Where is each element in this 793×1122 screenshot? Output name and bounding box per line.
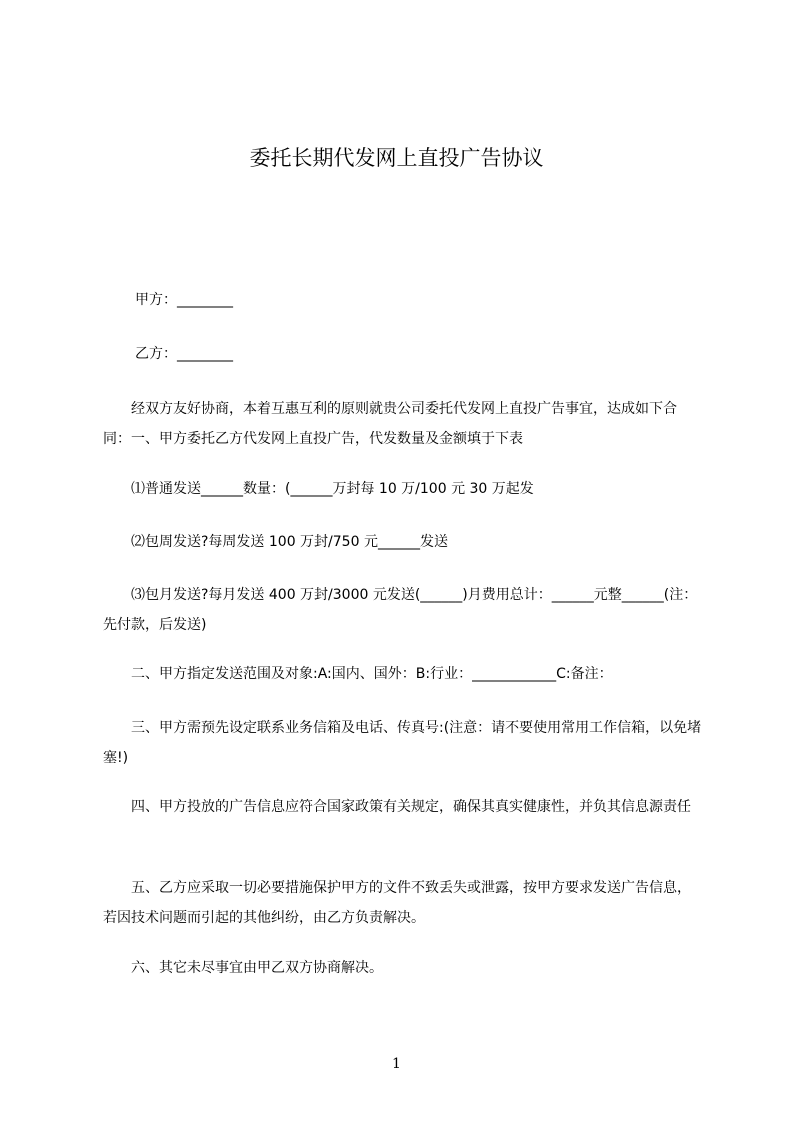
- party-a-line: 甲方：________: [135, 292, 233, 308]
- paragraph-item-1: ⑴普通发送______数量：(______万封每 10 万/100 元 30 万起发: [103, 481, 534, 497]
- paragraph-item-2: ⑵包周发送?每周发送 100 万封/750 元______发送: [103, 534, 448, 550]
- paragraph-intro: 经双方友好协商，本着互惠互利的原则就贵公司委托代发网上直投广告事宜，达成如下合同：一、甲方委托乙方代发网上直投广告，代发数量及金额填于下表: [103, 401, 677, 447]
- paragraph-section-3: 三、甲方需预先设定联系业务信箱及电话、传真号:(注意：请不要使用常用工作信箱，以免堵塞!): [103, 720, 702, 766]
- page-number: 1: [392, 1056, 401, 1072]
- paragraph-section-4: 四、甲方投放的广告信息应符合国家政策有关规定，确保其真实健康性，并负其信息源责任: [103, 799, 691, 815]
- paragraph-section-5: 五、乙方应采取一切必要措施保护甲方的文件不致丢失或泄露，按甲方要求发送广告信息，若因技术问题而引起的其他纠纷，由乙方负责解决。: [103, 880, 691, 926]
- party-b-line: 乙方：________: [135, 346, 233, 362]
- paragraph-item-3: ⑶包月发送?每月发送 400 万封/3000 元发送(______)月费用总计：______元整______(注：先付款，后发送): [103, 587, 698, 633]
- paragraph-section-2: 二、甲方指定发送范围及对象:A:国内、国外：B:行业：____________C:备注：: [103, 666, 613, 682]
- paragraph-section-6: 六、其它未尽事宜由甲乙双方协商解决。: [103, 960, 383, 976]
- document-title: 委托长期代发网上直投广告协议: [249, 146, 544, 170]
